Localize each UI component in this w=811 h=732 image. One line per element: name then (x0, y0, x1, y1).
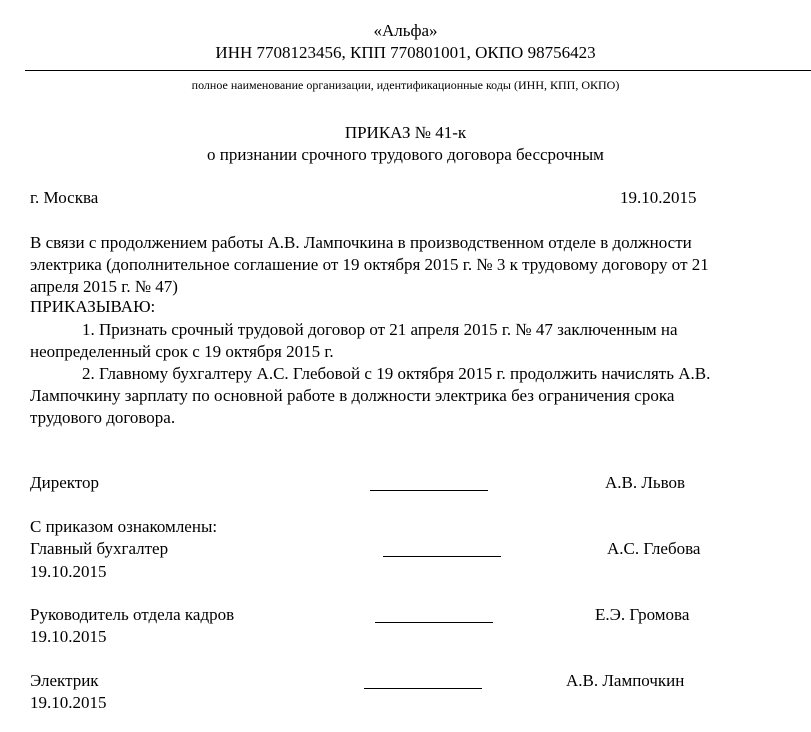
order-date: 19.10.2015 (620, 188, 697, 207)
order-word: ПРИКАЗЫВАЮ: (30, 297, 156, 316)
director-title: Директор (30, 473, 99, 492)
item-2-line-2: Лампочкину зарплату по основной работе в должности электрика без ограничения срока (30, 386, 675, 405)
hr-signature-line (375, 622, 493, 623)
item-1-line-2: неопределенный срок с 19 октября 2015 г. (30, 342, 334, 361)
accountant-signature-line (383, 556, 501, 557)
director-signature-line (370, 490, 488, 491)
org-name: «Альфа» (373, 21, 438, 40)
electrician-name: А.В. Лампочкин (566, 671, 685, 690)
intro-line-3: апреля 2015 г. № 47) (30, 277, 178, 296)
acquainted-label: С приказом ознакомлены: (30, 517, 218, 536)
accountant-title: Главный бухгалтер (30, 539, 169, 558)
accountant-name: А.С. Глебова (607, 539, 701, 558)
header-caption: полное наименование организации, идентификационные коды (ИНН, КПП, ОКПО) (191, 78, 620, 92)
director-name: А.В. Львов (605, 473, 686, 492)
hr-date: 19.10.2015 (30, 627, 107, 646)
intro-line-1: В связи с продолжением работы А.В. Лампочкина в производственном отделе в должности (30, 233, 692, 252)
order-title: ПРИКАЗ № 41-к (344, 123, 467, 142)
header-divider (25, 70, 811, 71)
order-subtitle: о признании срочного трудового договора бессрочным (207, 145, 604, 164)
electrician-title: Электрик (30, 671, 99, 690)
hr-title: Руководитель отдела кадров (30, 605, 235, 624)
accountant-date: 19.10.2015 (30, 562, 107, 581)
intro-line-2: электрика (дополнительное соглашение от 19 октября 2015 г. № 3 к трудовому договору от 21 (30, 255, 709, 274)
hr-name: Е.Э. Громова (595, 605, 690, 624)
electrician-date: 19.10.2015 (30, 693, 107, 712)
order-city: г. Москва (30, 188, 99, 207)
item-2-line-1: 2. Главному бухгалтеру А.С. Глебовой с 19 октября 2015 г. продолжить начислять А.В. (82, 364, 711, 383)
item-2-line-3: трудового договора. (30, 408, 176, 427)
item-1-line-1: 1. Признать срочный трудовой договор от 21 апреля 2015 г. № 47 заключенным на (82, 320, 678, 339)
electrician-signature-line (364, 688, 482, 689)
org-codes: ИНН 7708123456, КПП 770801001, ОКПО 98756423 (215, 43, 596, 62)
